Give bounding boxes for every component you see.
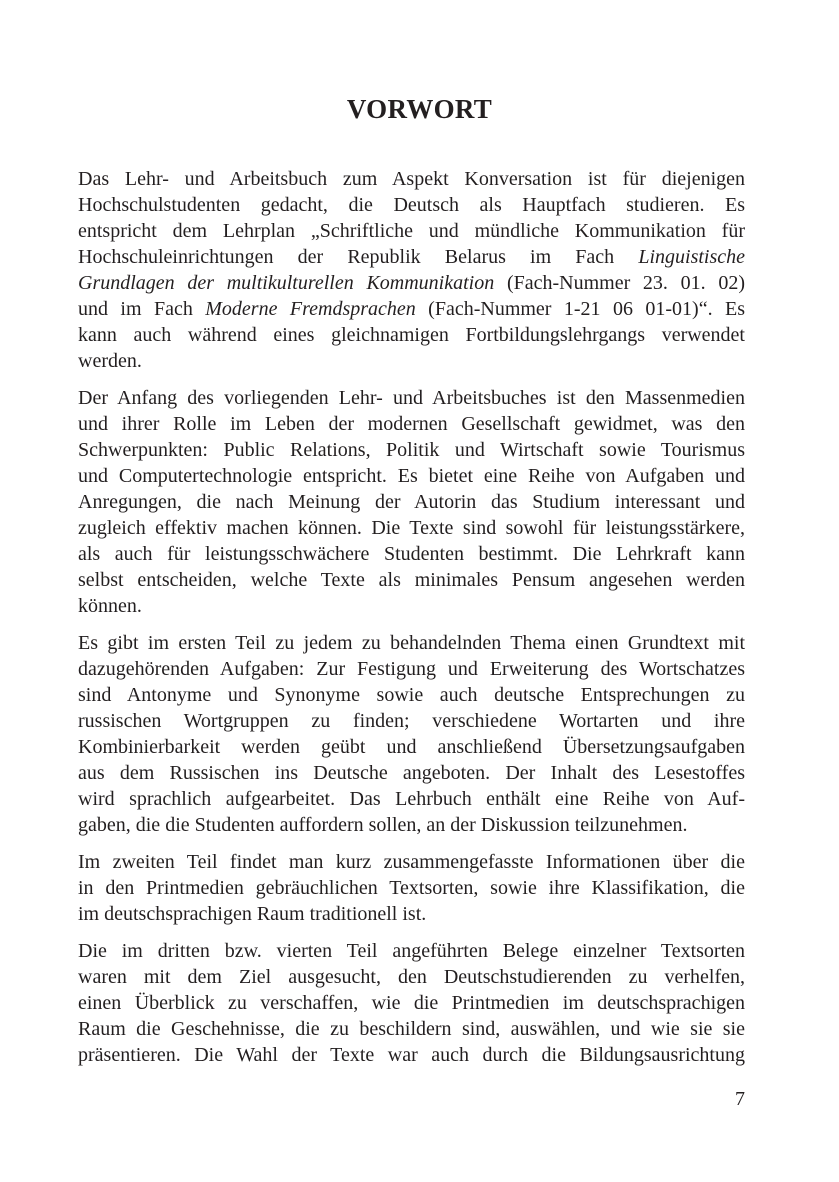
text-segment: (Fach-Nummer 23. 01. 02) bbox=[494, 272, 746, 294]
text-segment: Anregungen, die nach Meinung der Autorin das Studium interessant und bbox=[78, 491, 745, 513]
text-segment: als auch für leistungsschwächere Studenten bestimmt. Die Lehrkraft kann bbox=[78, 543, 745, 565]
paragraph bbox=[78, 166, 745, 374]
text-line bbox=[78, 296, 745, 322]
text-line bbox=[78, 875, 745, 901]
text-line bbox=[78, 218, 745, 244]
text-segment: präsentieren. Die Wahl der Texte war auch durch die Bildungsausrichtung bbox=[78, 1044, 745, 1066]
text-segment: Hochschuleinrichtungen der Republik Belarus im Fach bbox=[78, 246, 639, 268]
text-segment: kann auch während eines gleichnamigen Fortbildungslehrgangs verwendet bbox=[78, 324, 745, 346]
text-line bbox=[78, 901, 745, 927]
text-line bbox=[78, 849, 745, 875]
text-segment: selbst entscheiden, welche Texte als minimales Pensum angesehen werden bbox=[78, 569, 745, 591]
text-line bbox=[78, 708, 745, 734]
text-segment: und Computertechnologie entspricht. Es bietet eine Reihe von Aufgaben und bbox=[78, 465, 745, 487]
text-segment: einen Überblick zu verschaffen, wie die Printmedien im deutschsprachigen bbox=[78, 992, 745, 1014]
text-segment: dazugehörenden Aufgaben: Zur Festigung und Erweiterung des Wortschatzes bbox=[78, 658, 745, 680]
text-line bbox=[78, 411, 745, 437]
text-segment: Die im dritten bzw. vierten Teil angeführten Belege einzelner Textsorten bbox=[78, 940, 745, 962]
text-line bbox=[78, 1016, 745, 1042]
text-line bbox=[78, 489, 745, 515]
text-segment: Das Lehr- und Arbeitsbuch zum Aspekt Konversation ist für diejenigen bbox=[78, 168, 745, 190]
text-line bbox=[78, 322, 745, 348]
text-line bbox=[78, 938, 745, 964]
paragraph bbox=[78, 849, 745, 927]
text-line bbox=[78, 244, 745, 270]
text-segment: (Fach-Nummer 1-21 06 01-01)“. Es bbox=[415, 298, 745, 320]
text-segment: Raum die Geschehnisse, die zu beschildern sind, auswählen, und wie sie sie bbox=[78, 1018, 745, 1040]
text-segment: in den Printmedien gebräuchlichen Textsorten, sowie ihre Klassifikation, die bbox=[78, 877, 745, 899]
document-body bbox=[78, 166, 745, 1079]
text-line bbox=[78, 541, 745, 567]
page-title: VORWORT bbox=[346, 94, 493, 125]
text-line bbox=[78, 567, 745, 593]
text-line bbox=[78, 593, 745, 619]
text-segment: Hochschulstudenten gedacht, die Deutsch als Hauptfach studieren. Es bbox=[78, 194, 745, 216]
text-line bbox=[78, 760, 745, 786]
page-number: 7 bbox=[735, 1088, 745, 1110]
text-line bbox=[78, 348, 745, 374]
text-line bbox=[78, 786, 745, 812]
text-segment: können. bbox=[78, 595, 142, 617]
text-segment: Der Anfang des vorliegenden Lehr- und Arbeitsbuches ist den Massenmedien bbox=[78, 387, 745, 409]
text-line bbox=[78, 437, 745, 463]
text-line bbox=[78, 515, 745, 541]
text-line bbox=[78, 463, 745, 489]
text-line bbox=[78, 812, 745, 838]
text-segment: werden. bbox=[78, 350, 142, 372]
text-line bbox=[78, 385, 745, 411]
text-segment: aus dem Russischen ins Deutsche angeboten. Der Inhalt des Lesestoffes bbox=[78, 762, 745, 784]
paragraph bbox=[78, 385, 745, 619]
italic-text: Linguistische bbox=[638, 246, 745, 268]
text-line bbox=[78, 964, 745, 990]
text-segment: russischen Wortgruppen zu finden; verschiedene Wortarten und ihre bbox=[78, 710, 745, 732]
text-segment: Schwerpunkten: Public Relations, Politik und Wirtschaft sowie Tourismus bbox=[78, 439, 745, 461]
text-line bbox=[78, 630, 745, 656]
text-line bbox=[78, 192, 745, 218]
text-line bbox=[78, 270, 745, 296]
paragraph bbox=[78, 630, 745, 838]
text-segment: und im Fach bbox=[78, 298, 206, 320]
text-line bbox=[78, 990, 745, 1016]
text-segment: wird sprachlich aufgearbeitet. Das Lehrbuch enthält eine Reihe von Auf- bbox=[78, 788, 745, 810]
italic-text: Moderne Fremdsprachen bbox=[205, 298, 416, 320]
text-segment: waren mit dem Ziel ausgesucht, den Deutschstudierenden zu verhelfen, bbox=[78, 966, 745, 988]
text-segment: und ihrer Rolle im Leben der modernen Gesellschaft gewidmet, was den bbox=[78, 413, 745, 435]
paragraph bbox=[78, 938, 745, 1068]
text-line bbox=[78, 734, 745, 760]
text-segment: im deutschsprachigen Raum traditionell ist. bbox=[78, 903, 427, 925]
text-line bbox=[78, 682, 745, 708]
text-segment: Es gibt im ersten Teil zu jedem zu behandelnden Thema einen Grundtext mit bbox=[78, 632, 745, 654]
text-line bbox=[78, 166, 745, 192]
text-segment: Kombinierbarkeit werden geübt und anschließend Übersetzungsaufgaben bbox=[78, 736, 745, 758]
italic-text: Grundlagen der multikulturellen Kommunikation bbox=[78, 272, 495, 294]
text-line bbox=[78, 656, 745, 682]
text-line bbox=[78, 1042, 745, 1068]
text-segment: zugleich effektiv machen können. Die Texte sind sowohl für leistungsstärkere, bbox=[78, 517, 745, 539]
text-segment: sind Antonyme und Synonyme sowie auch deutsche Entsprechungen zu bbox=[78, 684, 745, 706]
text-segment: gaben, die die Studenten auffordern sollen, an der Diskussion teilzunehmen. bbox=[78, 814, 688, 836]
text-segment: entspricht dem Lehrplan „Schriftliche und mündliche Kommunikation für bbox=[78, 220, 745, 242]
text-segment: Im zweiten Teil findet man kurz zusammengefasste Informationen über die bbox=[78, 851, 745, 873]
